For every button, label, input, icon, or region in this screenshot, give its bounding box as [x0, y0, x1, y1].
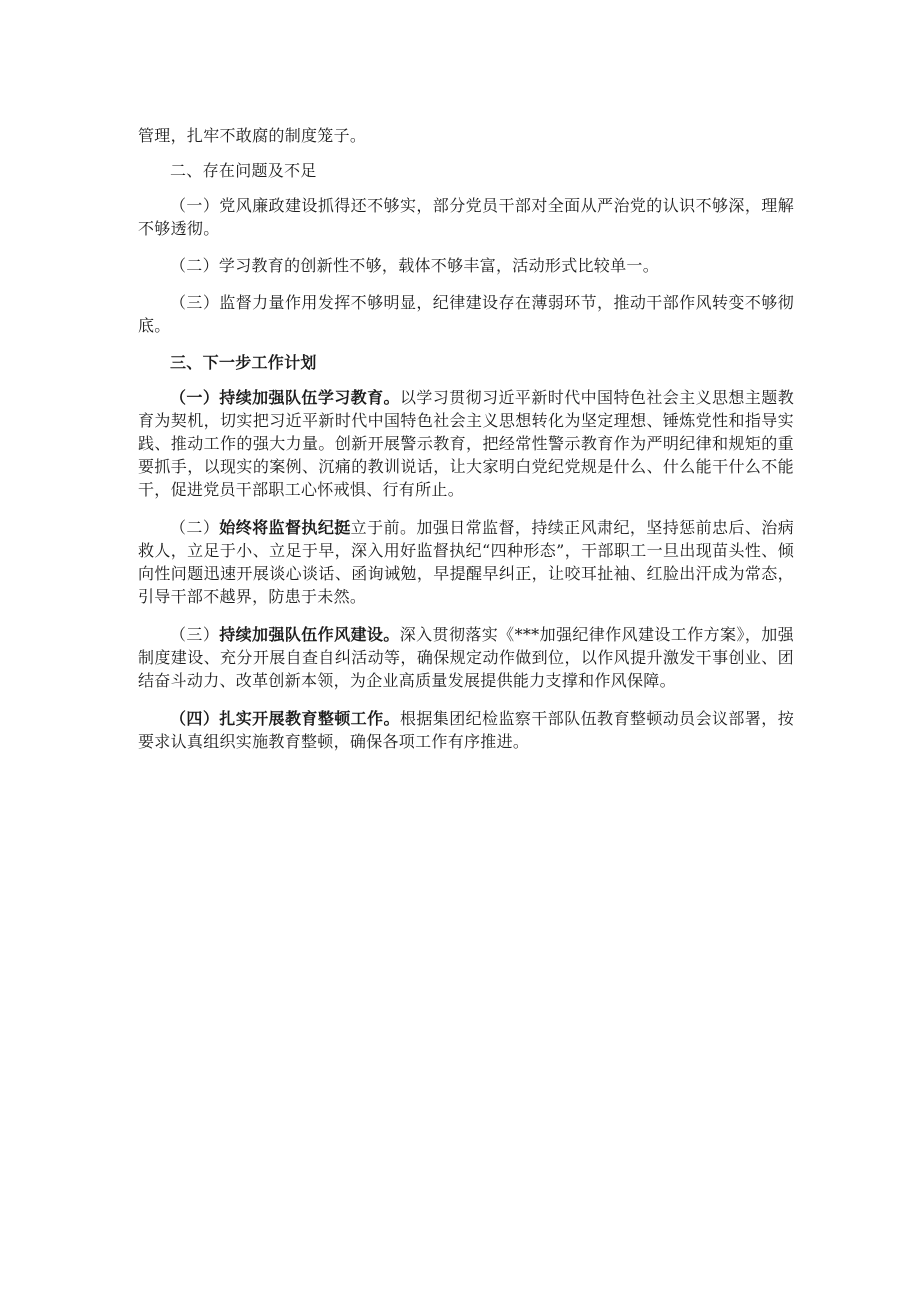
item-3-prefix: （三）	[170, 625, 220, 644]
item-3-body: 深入贯彻落实《***加强纪律作风建设工作方案》，加强制度建设、充分开展自查自纠活动等，确保规定动作做到位，以作风提升激发干事创业、团结奋斗动力、改革创新本领，为企业高质量发展提供能力支撑和作风保障。	[138, 625, 794, 690]
section-2-heading: 二、存在问题及不足	[170, 161, 317, 180]
item-3-lead: 持续加强队伍作风建设。	[219, 625, 400, 644]
section-3-item-4	[138, 707, 794, 753]
section-2-item-2: （二）学习教育的创新性不够，载体不够丰富，活动形式比较单一。	[170, 256, 660, 275]
section-3-item-3	[138, 623, 794, 692]
item-4-body: 根据集团纪检监察干部队伍教育整顿动员会议部署，按要求认真组织实施教育整顿，确保各项工作有序推进。	[138, 709, 795, 751]
section-2-item-3: （三）监督力量作用发挥不够明显，纪律建设存在薄弱环节，推动干部作风转变不够彻底。	[138, 293, 794, 335]
section-3-item-1	[138, 386, 794, 501]
item-4-lead: （四）扎实开展教育整顿工作。	[170, 709, 400, 728]
document-page	[138, 124, 794, 753]
item-2-prefix: （二）	[170, 518, 220, 537]
item-1-body: 以学习贯彻习近平新时代中国特色社会主义思想主题教育为契机，切实把习近平新时代中国特色社会主义思想转化为坚定理想、锤炼党性和指导实践、推动工作的强大力量。创新开展警示教育，把经常性警示教育作为严明纪律和规矩的重要抓手，以现实的案例、沉痛的教训说话，让大家明白党纪党规是什么、什么能干什么不能干，促进党员干部职工心怀戒惧、行有所止。	[138, 388, 795, 499]
section-2-item-1: （一）党风廉政建设抓得还不够实，部分党员干部对全面从严治党的认识不够深，理解不够透彻。	[138, 196, 794, 238]
item-1-lead: （一）持续加强队伍学习教育。	[170, 388, 400, 407]
section-3-heading: 三、下一步工作计划	[170, 353, 317, 372]
item-2-lead: 始终将监督执纪挺	[219, 518, 351, 537]
intro-line: 管理，扎牢不敢腐的制度笼子。	[138, 126, 367, 145]
section-3-item-2	[138, 516, 794, 608]
item-2-body: 立于前。加强日常监督，持续正风肃纪，坚持惩前忠后、治病救人，立足于小、立足于早，深入用好监督执纪“四种形态”，干部职工一旦出现苗头性、倾向性问题迅速开展谈心谈话、函询诫勉，早提醒早纠正，让咬耳扯袖、红脸出汗成为常态，引导干部不越界，防患于未然。	[138, 518, 794, 606]
